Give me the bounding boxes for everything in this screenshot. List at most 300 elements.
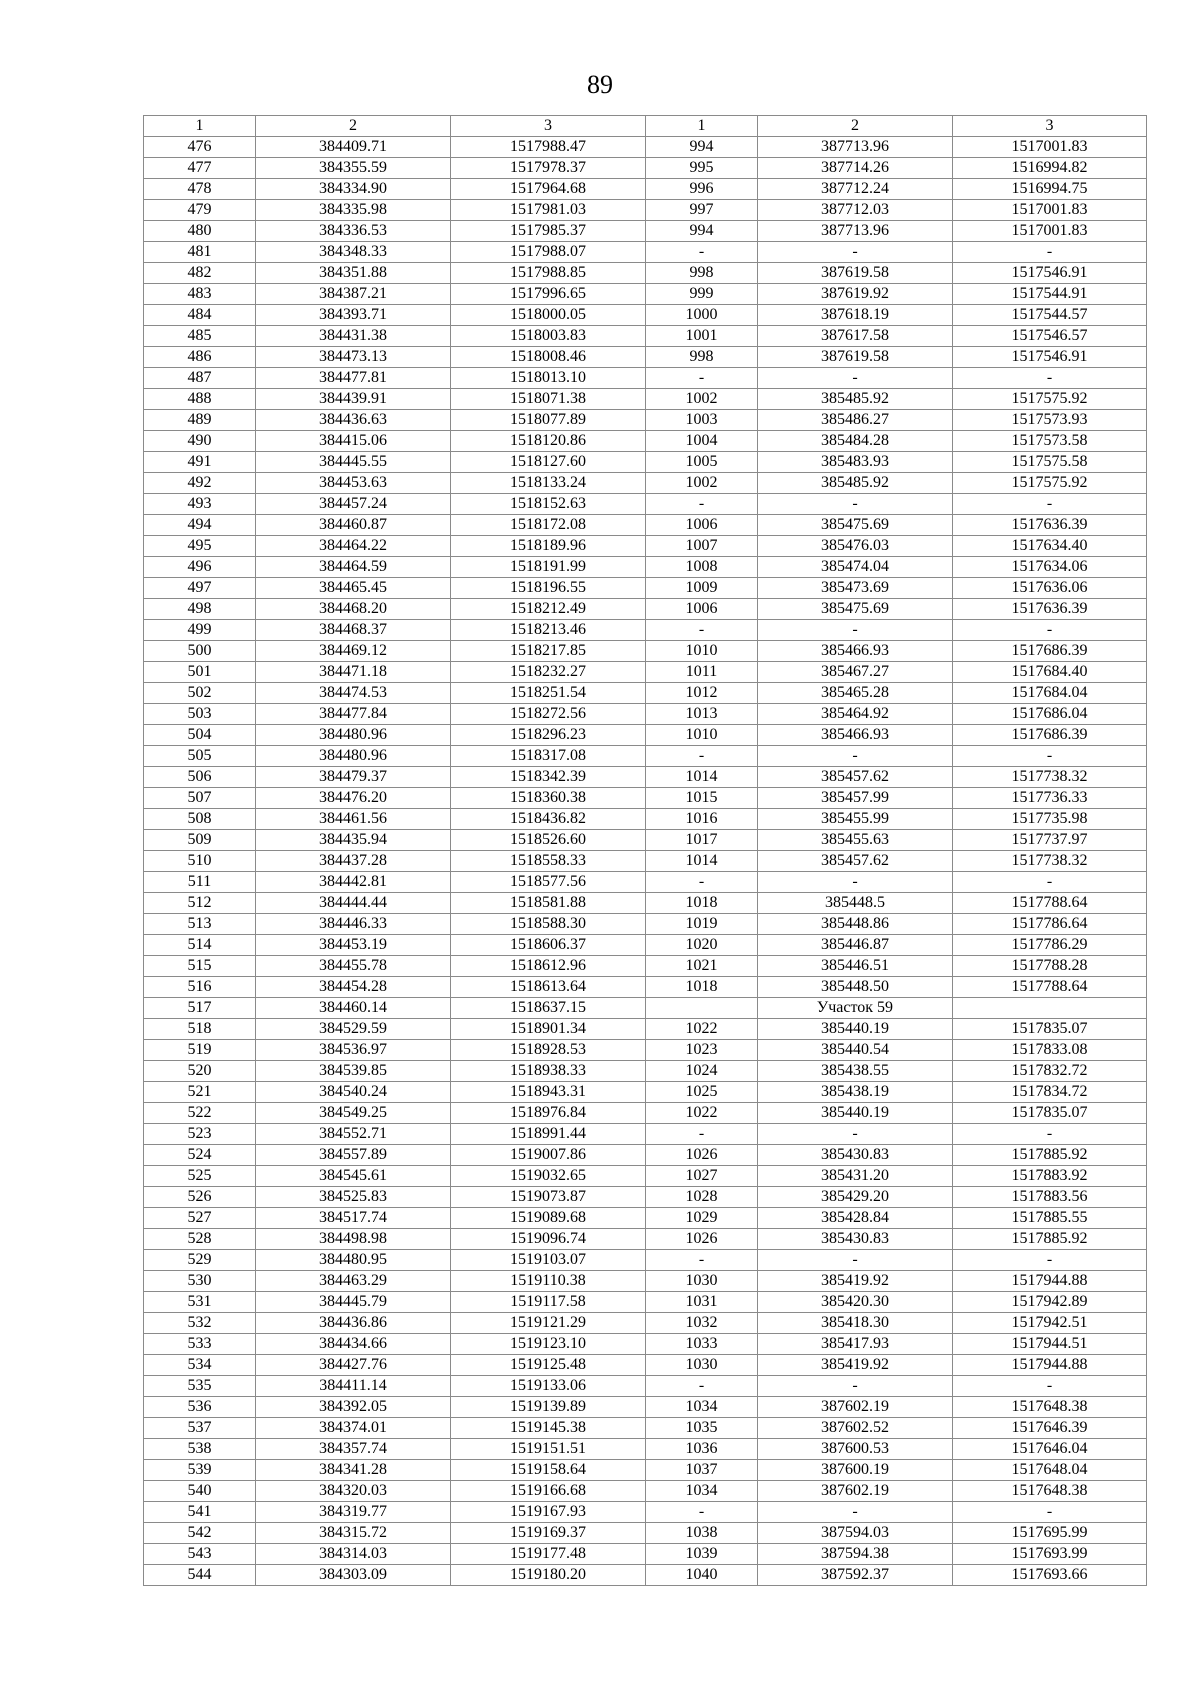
table-cell: 1517996.65 xyxy=(451,284,646,305)
table-cell: 1002 xyxy=(646,473,758,494)
table-cell: 1517786.29 xyxy=(953,935,1147,956)
table-cell: 1517988.47 xyxy=(451,137,646,158)
table-cell: 1518272.56 xyxy=(451,704,646,725)
table-cell: 1517648.38 xyxy=(953,1481,1147,1502)
table-cell: 1030 xyxy=(646,1271,758,1292)
table-cell: 1016 xyxy=(646,809,758,830)
table-cell: 387602.19 xyxy=(758,1397,953,1418)
column-header: 3 xyxy=(451,116,646,137)
table-cell: 536 xyxy=(144,1397,256,1418)
table-cell: 1517546.91 xyxy=(953,347,1147,368)
table-cell: 1519177.48 xyxy=(451,1544,646,1565)
table-cell: 1517544.57 xyxy=(953,305,1147,326)
table-cell: 1015 xyxy=(646,788,758,809)
table-cell: 384427.76 xyxy=(256,1355,451,1376)
table-cell: 1517985.37 xyxy=(451,221,646,242)
table-header-row xyxy=(144,116,1147,137)
table-cell: 527 xyxy=(144,1208,256,1229)
table-cell: 1518526.60 xyxy=(451,830,646,851)
table-cell: 387712.03 xyxy=(758,200,953,221)
table-cell: 1518577.56 xyxy=(451,872,646,893)
table-cell: 1517988.07 xyxy=(451,242,646,263)
table-cell: 385418.30 xyxy=(758,1313,953,1334)
table-cell: 1519103.07 xyxy=(451,1250,646,1271)
table-cell: 994 xyxy=(646,137,758,158)
table-row xyxy=(144,158,1147,179)
table-cell: 1518360.38 xyxy=(451,788,646,809)
table-row xyxy=(144,1208,1147,1229)
table-cell: 1517686.39 xyxy=(953,725,1147,746)
table-cell: 1517883.92 xyxy=(953,1166,1147,1187)
table-cell: 1014 xyxy=(646,767,758,788)
table-cell: 1517885.92 xyxy=(953,1229,1147,1250)
table-row xyxy=(144,851,1147,872)
table-cell: 387619.58 xyxy=(758,347,953,368)
table-cell: 1011 xyxy=(646,662,758,683)
table-cell: 1517944.51 xyxy=(953,1334,1147,1355)
table-cell: - xyxy=(646,494,758,515)
table-cell: 385476.03 xyxy=(758,536,953,557)
table-cell: 1007 xyxy=(646,536,758,557)
table-cell: 384335.98 xyxy=(256,200,451,221)
table-cell: 525 xyxy=(144,1166,256,1187)
table-cell: 1517835.07 xyxy=(953,1103,1147,1124)
table-row xyxy=(144,1040,1147,1061)
table-cell: 1517693.99 xyxy=(953,1544,1147,1565)
table-cell: 1519139.89 xyxy=(451,1397,646,1418)
table-cell: 1013 xyxy=(646,704,758,725)
table-cell: 528 xyxy=(144,1229,256,1250)
table-row xyxy=(144,1124,1147,1145)
table-cell: 385419.92 xyxy=(758,1271,953,1292)
table-cell: 482 xyxy=(144,263,256,284)
table-cell: 1026 xyxy=(646,1145,758,1166)
table-cell: 1517788.64 xyxy=(953,977,1147,998)
table-cell: 1005 xyxy=(646,452,758,473)
table-cell: 384552.71 xyxy=(256,1124,451,1145)
table-cell: 1517944.88 xyxy=(953,1355,1147,1376)
table-cell: 384434.66 xyxy=(256,1334,451,1355)
table-cell: 385467.27 xyxy=(758,662,953,683)
table-cell: 387713.96 xyxy=(758,221,953,242)
table-cell: 1034 xyxy=(646,1481,758,1502)
table-row xyxy=(144,1019,1147,1040)
table-cell: 1517573.93 xyxy=(953,410,1147,431)
table-row xyxy=(144,746,1147,767)
table-cell: 1024 xyxy=(646,1061,758,1082)
table-cell: 531 xyxy=(144,1292,256,1313)
table-cell: 1038 xyxy=(646,1523,758,1544)
table-cell: 543 xyxy=(144,1544,256,1565)
table-cell: 384446.33 xyxy=(256,914,451,935)
table-cell: 1518436.82 xyxy=(451,809,646,830)
table-cell: 1518581.88 xyxy=(451,893,646,914)
table-cell: 385475.69 xyxy=(758,599,953,620)
table-cell: 1517546.91 xyxy=(953,263,1147,284)
table-cell: 1517944.88 xyxy=(953,1271,1147,1292)
table-cell: 1030 xyxy=(646,1355,758,1376)
table-cell: - xyxy=(646,1124,758,1145)
table-cell: 385431.20 xyxy=(758,1166,953,1187)
table-row xyxy=(144,893,1147,914)
table-cell: - xyxy=(646,242,758,263)
table-cell: 1519073.87 xyxy=(451,1187,646,1208)
table-cell: 1519169.37 xyxy=(451,1523,646,1544)
table-cell: 1517001.83 xyxy=(953,137,1147,158)
table-cell: 1518217.85 xyxy=(451,641,646,662)
table-row xyxy=(144,1397,1147,1418)
table-cell: 1518172.08 xyxy=(451,515,646,536)
table-row xyxy=(144,305,1147,326)
table-row xyxy=(144,515,1147,536)
table-cell: 539 xyxy=(144,1460,256,1481)
table-row xyxy=(144,557,1147,578)
table-cell: 1023 xyxy=(646,1040,758,1061)
table-cell: 529 xyxy=(144,1250,256,1271)
table-cell: 385465.28 xyxy=(758,683,953,704)
table-cell: 384536.97 xyxy=(256,1040,451,1061)
table-cell: 1010 xyxy=(646,641,758,662)
table-cell: 384463.29 xyxy=(256,1271,451,1292)
table-cell: 1517636.06 xyxy=(953,578,1147,599)
table-cell: 384529.59 xyxy=(256,1019,451,1040)
table-cell: 996 xyxy=(646,179,758,200)
table-cell: 1518637.15 xyxy=(451,998,646,1019)
table-row xyxy=(144,1145,1147,1166)
table-cell: 498 xyxy=(144,599,256,620)
table-cell: 491 xyxy=(144,452,256,473)
table-cell: 385430.83 xyxy=(758,1145,953,1166)
table-cell: 385429.20 xyxy=(758,1187,953,1208)
table-cell: 385448.5 xyxy=(758,893,953,914)
table-cell: 1517686.04 xyxy=(953,704,1147,725)
table-cell: 1517573.58 xyxy=(953,431,1147,452)
table-cell: 1518189.96 xyxy=(451,536,646,557)
table-cell: 496 xyxy=(144,557,256,578)
table-cell: 1517695.99 xyxy=(953,1523,1147,1544)
table-cell: 1519151.51 xyxy=(451,1439,646,1460)
table-cell: 486 xyxy=(144,347,256,368)
table-cell: 384460.87 xyxy=(256,515,451,536)
table-row xyxy=(144,200,1147,221)
table-cell: 384431.38 xyxy=(256,326,451,347)
table-cell: - xyxy=(953,872,1147,893)
coordinates-table xyxy=(143,115,1147,1586)
table-cell: - xyxy=(758,1124,953,1145)
table-cell: 1022 xyxy=(646,1019,758,1040)
table-cell: 1518127.60 xyxy=(451,452,646,473)
table-row xyxy=(144,767,1147,788)
table-cell: 1516994.75 xyxy=(953,179,1147,200)
table-cell: 1518251.54 xyxy=(451,683,646,704)
table-cell: 488 xyxy=(144,389,256,410)
table-cell: 502 xyxy=(144,683,256,704)
table-cell: 1518152.63 xyxy=(451,494,646,515)
column-header: 3 xyxy=(953,116,1147,137)
table-cell: 481 xyxy=(144,242,256,263)
table-cell: 526 xyxy=(144,1187,256,1208)
table-cell: 384477.84 xyxy=(256,704,451,725)
table-cell: - xyxy=(758,1250,953,1271)
column-header: 1 xyxy=(144,116,256,137)
table-cell: 541 xyxy=(144,1502,256,1523)
table-row xyxy=(144,1229,1147,1250)
table-cell: 479 xyxy=(144,200,256,221)
table-cell: 385455.99 xyxy=(758,809,953,830)
table-cell: 515 xyxy=(144,956,256,977)
table-cell: 385419.92 xyxy=(758,1355,953,1376)
table-cell: 384480.96 xyxy=(256,725,451,746)
table-cell: 385440.54 xyxy=(758,1040,953,1061)
table-cell: 1517788.28 xyxy=(953,956,1147,977)
table-cell: 509 xyxy=(144,830,256,851)
table-row xyxy=(144,1061,1147,1082)
table-cell: - xyxy=(953,1376,1147,1397)
table-cell: 995 xyxy=(646,158,758,179)
table-cell: 538 xyxy=(144,1439,256,1460)
table-cell: 384468.20 xyxy=(256,599,451,620)
table-row xyxy=(144,410,1147,431)
table-cell: 384415.06 xyxy=(256,431,451,452)
table-cell: 384445.79 xyxy=(256,1292,451,1313)
table-cell: - xyxy=(953,1502,1147,1523)
table-cell: 1518558.33 xyxy=(451,851,646,872)
table-cell: 384457.24 xyxy=(256,494,451,515)
table-row xyxy=(144,1376,1147,1397)
table-cell: 387594.03 xyxy=(758,1523,953,1544)
table-cell: 1517001.83 xyxy=(953,200,1147,221)
table-cell: 493 xyxy=(144,494,256,515)
table-cell: - xyxy=(646,1250,758,1271)
table-cell: 384392.05 xyxy=(256,1397,451,1418)
table-cell: 384468.37 xyxy=(256,620,451,641)
table-cell: 385448.86 xyxy=(758,914,953,935)
table-cell: - xyxy=(758,368,953,389)
table-cell: 384319.77 xyxy=(256,1502,451,1523)
table-cell: 1518943.31 xyxy=(451,1082,646,1103)
table-cell: 1032 xyxy=(646,1313,758,1334)
table-cell: 1519121.29 xyxy=(451,1313,646,1334)
table-cell: 1517883.56 xyxy=(953,1187,1147,1208)
column-header: 2 xyxy=(256,116,451,137)
table-row xyxy=(144,1439,1147,1460)
table-cell: 1517648.38 xyxy=(953,1397,1147,1418)
table-cell: 1519166.68 xyxy=(451,1481,646,1502)
table-cell: - xyxy=(646,872,758,893)
table-cell: 385440.19 xyxy=(758,1019,953,1040)
table-cell: 522 xyxy=(144,1103,256,1124)
table-cell: 1517693.66 xyxy=(953,1565,1147,1586)
table-cell: 384444.44 xyxy=(256,893,451,914)
table-row xyxy=(144,179,1147,200)
table-row xyxy=(144,1271,1147,1292)
table-cell: 384455.78 xyxy=(256,956,451,977)
table-cell: 1003 xyxy=(646,410,758,431)
table-row xyxy=(144,578,1147,599)
table-cell: 384437.28 xyxy=(256,851,451,872)
table-cell: 485 xyxy=(144,326,256,347)
table-row xyxy=(144,137,1147,158)
table-cell: 1519110.38 xyxy=(451,1271,646,1292)
table-row xyxy=(144,830,1147,851)
table-cell: 1000 xyxy=(646,305,758,326)
table-cell: 514 xyxy=(144,935,256,956)
table-cell: 1517636.39 xyxy=(953,599,1147,620)
table-cell: 1517686.39 xyxy=(953,641,1147,662)
table-cell: 1517738.32 xyxy=(953,767,1147,788)
table-cell: 384461.56 xyxy=(256,809,451,830)
table-row xyxy=(144,347,1147,368)
table-cell: 385466.93 xyxy=(758,725,953,746)
table-cell: 1031 xyxy=(646,1292,758,1313)
table-cell: 1001 xyxy=(646,326,758,347)
table-cell: 1017 xyxy=(646,830,758,851)
table-cell: 532 xyxy=(144,1313,256,1334)
page-number: 89 xyxy=(587,70,613,99)
table-row xyxy=(144,1250,1147,1271)
table-cell: 385484.28 xyxy=(758,431,953,452)
table-row xyxy=(144,221,1147,242)
table-cell: 384460.14 xyxy=(256,998,451,1019)
table-cell: 1019 xyxy=(646,914,758,935)
table-cell: 1518213.46 xyxy=(451,620,646,641)
table-cell: 1518296.23 xyxy=(451,725,646,746)
table-cell: 1517834.72 xyxy=(953,1082,1147,1103)
table-cell: 1517786.64 xyxy=(953,914,1147,935)
table-cell: 384525.83 xyxy=(256,1187,451,1208)
table-cell: 385438.19 xyxy=(758,1082,953,1103)
table-cell: 1518612.96 xyxy=(451,956,646,977)
table-cell: 1518317.08 xyxy=(451,746,646,767)
table-cell: 998 xyxy=(646,263,758,284)
table-cell: 1022 xyxy=(646,1103,758,1124)
table-cell: 505 xyxy=(144,746,256,767)
table-cell: 490 xyxy=(144,431,256,452)
table-cell: 503 xyxy=(144,704,256,725)
table-cell: 1517788.64 xyxy=(953,893,1147,914)
table-cell: 1517981.03 xyxy=(451,200,646,221)
table-cell: 1517648.04 xyxy=(953,1460,1147,1481)
table-row xyxy=(144,263,1147,284)
table-row xyxy=(144,704,1147,725)
table-cell: 1018 xyxy=(646,977,758,998)
table-cell: 1517885.92 xyxy=(953,1145,1147,1166)
table-cell: 1517833.08 xyxy=(953,1040,1147,1061)
table-row xyxy=(144,872,1147,893)
table-cell: 385457.62 xyxy=(758,851,953,872)
table-cell: 385485.92 xyxy=(758,389,953,410)
table-cell: 385474.04 xyxy=(758,557,953,578)
table-cell: 384464.22 xyxy=(256,536,451,557)
table-cell: 385466.93 xyxy=(758,641,953,662)
table-cell: 385446.87 xyxy=(758,935,953,956)
table-row xyxy=(144,1187,1147,1208)
table-cell: 1519180.20 xyxy=(451,1565,646,1586)
table-cell: 385464.92 xyxy=(758,704,953,725)
table-cell: 384351.88 xyxy=(256,263,451,284)
table-cell: 1029 xyxy=(646,1208,758,1229)
table-cell: 384480.96 xyxy=(256,746,451,767)
table-cell: 384476.20 xyxy=(256,788,451,809)
table-cell: 1517575.92 xyxy=(953,473,1147,494)
table-cell: 1518003.83 xyxy=(451,326,646,347)
table-cell: 384453.63 xyxy=(256,473,451,494)
table-cell: 1517736.33 xyxy=(953,788,1147,809)
table-cell: 487 xyxy=(144,368,256,389)
table-cell: 478 xyxy=(144,179,256,200)
table-cell: - xyxy=(758,242,953,263)
table-cell: 511 xyxy=(144,872,256,893)
table-cell: 1517634.06 xyxy=(953,557,1147,578)
table-row xyxy=(144,473,1147,494)
table-cell: 384435.94 xyxy=(256,830,451,851)
table-row xyxy=(144,641,1147,662)
table-cell: 1519007.86 xyxy=(451,1145,646,1166)
table-cell: 520 xyxy=(144,1061,256,1082)
table-cell: 384549.25 xyxy=(256,1103,451,1124)
table-cell: 384474.53 xyxy=(256,683,451,704)
table-cell: 513 xyxy=(144,914,256,935)
table-cell: - xyxy=(758,872,953,893)
table-cell: 1009 xyxy=(646,578,758,599)
table-cell: 384464.59 xyxy=(256,557,451,578)
table-cell: 1026 xyxy=(646,1229,758,1250)
table-cell: 384387.21 xyxy=(256,284,451,305)
table-cell: 384471.18 xyxy=(256,662,451,683)
table-cell: - xyxy=(646,368,758,389)
table-cell: 535 xyxy=(144,1376,256,1397)
table-cell: 1518133.24 xyxy=(451,473,646,494)
table-cell: 384454.28 xyxy=(256,977,451,998)
table-row xyxy=(144,998,1147,1019)
table-row xyxy=(144,1334,1147,1355)
table-cell: 494 xyxy=(144,515,256,536)
table-cell: 1517575.92 xyxy=(953,389,1147,410)
table-cell: 1518008.46 xyxy=(451,347,646,368)
table-cell: 387602.19 xyxy=(758,1481,953,1502)
table-cell: 384303.09 xyxy=(256,1565,451,1586)
table-cell: - xyxy=(758,1376,953,1397)
table-cell: 495 xyxy=(144,536,256,557)
table-cell: 385473.69 xyxy=(758,578,953,599)
table-cell: 384545.61 xyxy=(256,1166,451,1187)
table-row xyxy=(144,431,1147,452)
table-row xyxy=(144,1103,1147,1124)
table-cell: 385417.93 xyxy=(758,1334,953,1355)
table-cell: 384357.74 xyxy=(256,1439,451,1460)
table-cell: 387712.24 xyxy=(758,179,953,200)
table-cell: 1518232.27 xyxy=(451,662,646,683)
table-cell: 1518938.33 xyxy=(451,1061,646,1082)
table-cell: 1519096.74 xyxy=(451,1229,646,1250)
table-body xyxy=(144,116,1147,1586)
table-cell: 384348.33 xyxy=(256,242,451,263)
table-cell: 524 xyxy=(144,1145,256,1166)
table-cell: 1033 xyxy=(646,1334,758,1355)
table-cell: 384341.28 xyxy=(256,1460,451,1481)
table-cell: 387600.53 xyxy=(758,1439,953,1460)
table-row xyxy=(144,389,1147,410)
table-cell: 384469.12 xyxy=(256,641,451,662)
table-cell: 384355.59 xyxy=(256,158,451,179)
table-cell: 385438.55 xyxy=(758,1061,953,1082)
table-cell: 1035 xyxy=(646,1418,758,1439)
table-cell: - xyxy=(953,746,1147,767)
table-cell: 387619.58 xyxy=(758,263,953,284)
table-cell: 1014 xyxy=(646,851,758,872)
table-cell: 1517885.55 xyxy=(953,1208,1147,1229)
table-cell: - xyxy=(758,494,953,515)
